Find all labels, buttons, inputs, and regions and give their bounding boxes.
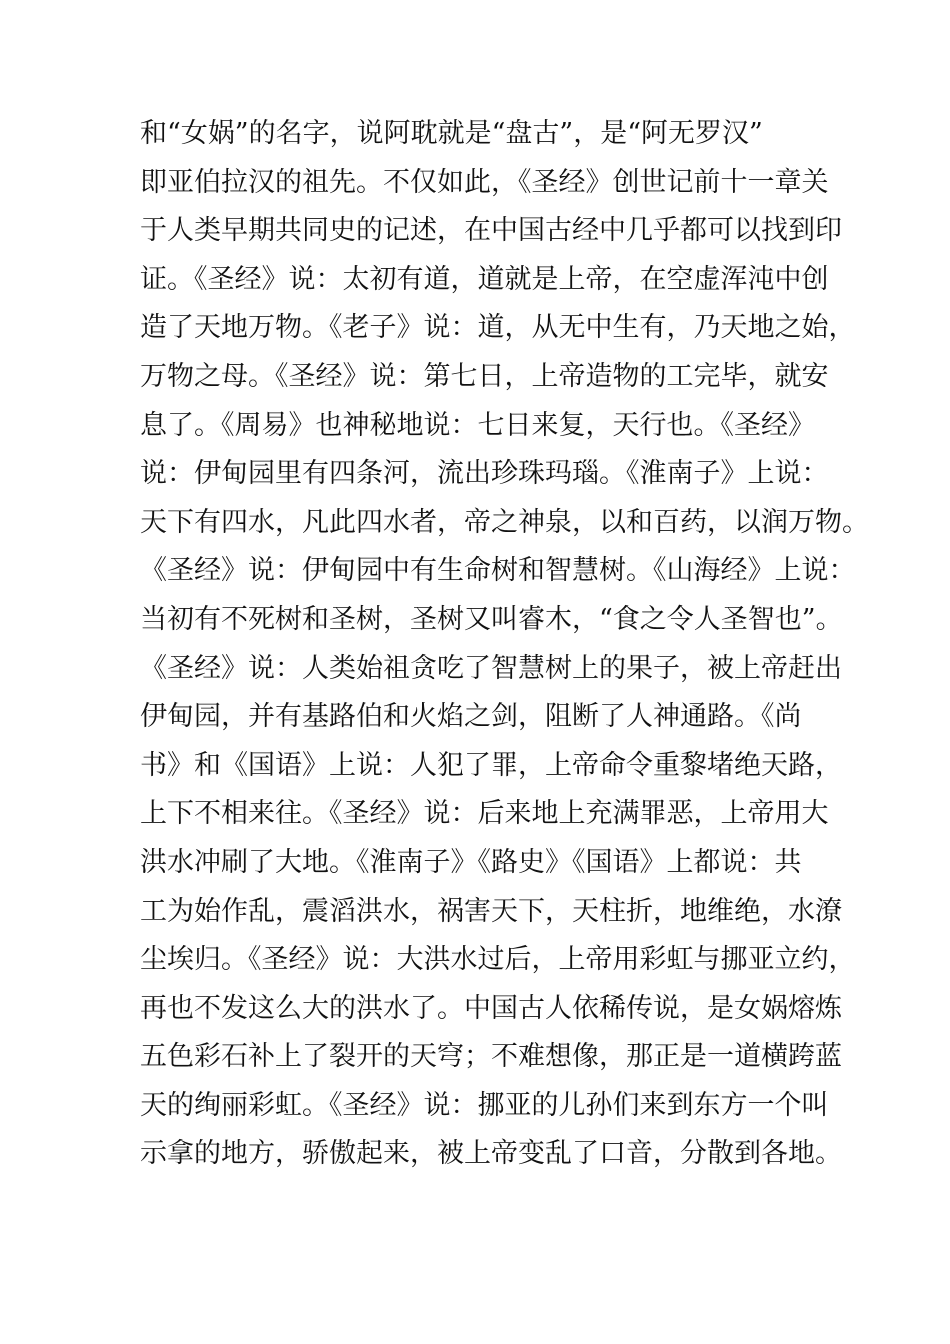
text-line: 《圣经》说：伊甸园中有生命树和智慧树。《山海经》上说： (140, 555, 856, 587)
text-line: 说：伊甸园里有四条河，流出珍珠玛瑙。《淮南子》上说： (140, 458, 829, 490)
text-line: 和“女娲”的名字，说阿耽就是“盘古”，是“阿无罗汉” (140, 118, 763, 149)
text-line: 伊甸园，并有基路伯和火焰之剑，阻断了人神通路。《尚 (140, 701, 802, 733)
text-line: 再也不发这么大的洪水了。中国古人依稀传说，是女娲熔炼 (140, 992, 842, 1024)
text-line: 即亚伯拉汉的祖先。不仅如此，《圣经》创世记前十一章关 (140, 166, 829, 198)
text-line: 《圣经》说：人类始祖贪吃了智慧树上的果子，被上帝赶出 (140, 652, 842, 684)
text-line: 上下不相来往。《圣经》说：后来地上充满罪恶，上帝用大 (140, 798, 829, 830)
text-line: 洪水冲刷了大地。《淮南子》《路史》《国语》上都说：共 (140, 846, 802, 878)
text-line: 尘埃归。《圣经》说：大洪水过后，上帝用彩虹与挪亚立约， (140, 944, 856, 976)
text-line: 于人类早期共同史的记述，在中国古经中几乎都可以找到印 (140, 215, 842, 247)
text-line: 天下有四水，凡此四水者，帝之神泉，以和百药，以润万物。 (140, 506, 869, 538)
body-paragraph (140, 110, 869, 1179)
text-line: 天的绚丽彩虹。《圣经》说：挪亚的儿孙们来到东方一个叫 (140, 1089, 829, 1121)
text-line: 示拿的地方，骄傲起来，被上帝变乱了口音，分散到各地。 (140, 1138, 842, 1170)
text-line: 当初有不死树和圣树，圣树又叫睿木，“食之令人圣智也”。 (140, 603, 843, 635)
text-line: 证。《圣经》说：太初有道，道就是上帝，在空虚浑沌中创 (140, 263, 829, 295)
text-line: 造了天地万物。《老子》说：道，从无中生有，乃天地之始， (140, 312, 856, 344)
text-line: 万物之母。《圣经》说：第七日，上帝造物的工完毕，就安 (140, 360, 829, 392)
text-line: 工为始作乱，震滔洪水，祸害天下，天柱折，地维绝，水潦 (140, 895, 842, 927)
text-line: 息了。《周易》也神秘地说：七日来复，天行也。《圣经》 (140, 409, 815, 441)
text-line: 五色彩石补上了裂开的天穹；不难想像，那正是一道横跨蓝 (140, 1041, 842, 1073)
text-line: 书》和《国语》上说：人犯了罪，上帝命令重黎堵绝天路， (140, 749, 842, 781)
